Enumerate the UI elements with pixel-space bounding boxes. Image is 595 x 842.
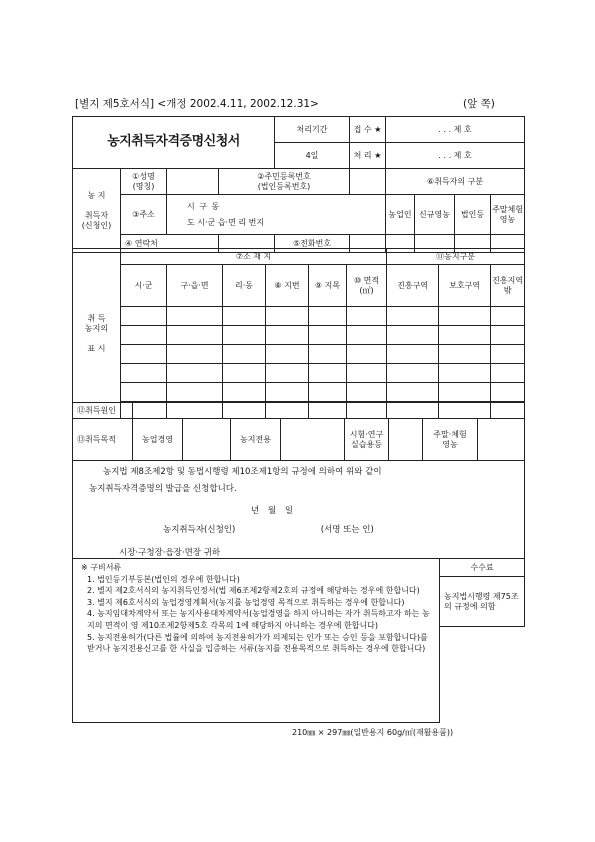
cause-label: ⑫취득원인 — [73, 403, 133, 419]
farmland-section-label: 취 득 농지의 표 시 — [73, 249, 121, 419]
col-protection-zone: 보호구역 — [439, 265, 491, 307]
farmland-section — [72, 248, 525, 419]
fee-blank — [440, 627, 525, 723]
location-header: ⑦소 재 지 — [121, 249, 387, 265]
processing-period-value: 4일 — [275, 143, 350, 169]
recipient: 시장·구청장·읍장·면장 귀하 — [119, 547, 221, 558]
applicant-section — [72, 116, 525, 253]
purpose-conversion-check[interactable] — [281, 419, 345, 461]
applicant-sign-label: 농지취득자(신청인) — [163, 524, 236, 535]
process-number-field[interactable]: . . . 제 호 — [386, 143, 525, 169]
col-sigun: 시·군 — [121, 265, 167, 307]
purpose-farming-label: 농업경영 — [133, 419, 183, 461]
table-row[interactable] — [73, 307, 525, 326]
document-item-1: 1. 법인등기부등본(법인의 경우에 한합니다) — [87, 574, 240, 584]
col-lot: ⑧ 지번 — [266, 265, 309, 307]
applicant-section-label: 농 지 취득자 (신청인) — [73, 169, 121, 253]
col-area: ⑩ 면적 (㎡) — [347, 265, 387, 307]
name-label: ①성명 (명칭) — [121, 169, 167, 195]
type-weekend-checkbox[interactable]: 주말체험영농 — [491, 195, 525, 235]
col-category: ⑨ 지목 — [309, 265, 347, 307]
id-number-label: ②주민등록번호 (법인등록번호) — [219, 169, 350, 195]
contact-label: ④ 연락처 — [121, 235, 219, 253]
receipt-label: 접 수 ★ — [350, 117, 386, 143]
form-reference: [별지 제5호서식] <개정 2002.4.11, 2002.12.31> — [75, 98, 319, 110]
document-item-3: 3. 별지 제6호서식의 농업경영계획서(농지를 농업경영 목적으로 취득하는 경우에 한합니다) — [87, 597, 405, 607]
purpose-farming-check[interactable] — [183, 419, 231, 461]
declaration-date: 년 월 일 — [251, 506, 297, 517]
type-new-farmer-checkbox[interactable]: 신규영농 — [415, 195, 455, 235]
col-promotion-zone: 진흥구역 — [387, 265, 439, 307]
page-side-label: (앞 쪽) — [463, 98, 495, 110]
document-item-4: 4. 농지임대차계약서 또는 농지사용대차계약서(농업경영을 하지 아니하는 자가 취득하고자 하는 농지의 면적이 영 제10조제2항제5호 각목의 1에 해당하지 아니하는 경우에 한합니다) — [87, 609, 430, 630]
type-farmer-checkbox[interactable]: 농업인 — [386, 195, 415, 235]
document-item-5: 5. 농지전용허가(다른 법률에 의하여 농지전용허가가 의제되는 인가 또는 승인 등을 포함합니다)를 받거나 농지전용신고를 한 사실을 입증하는 서류(농지를 전용목적으로 취득하는 경우에 한합니다) — [87, 632, 428, 654]
name-field[interactable] — [167, 169, 219, 195]
table-row[interactable] — [73, 326, 525, 345]
documents-section — [72, 558, 525, 723]
signature-label: (서명 또는 인) — [320, 524, 374, 535]
purpose-section — [72, 402, 525, 559]
purpose-weekend-label: 주말·체험 영농 — [423, 419, 478, 461]
purpose-conversion-label: 농지전용 — [231, 419, 281, 461]
table-row[interactable] — [73, 383, 525, 402]
id-number-field[interactable] — [350, 169, 386, 195]
document-item-2: 2. 별지 제2호서식의 농지취득인정서(법 제6조제2항제2호의 규정에 해당하는 경우에 한합니다) — [87, 586, 420, 596]
applicant-type-label: ⑥취득자의 구분 — [386, 169, 525, 195]
phone-label: ⑤전화번호 — [275, 235, 350, 253]
required-documents: ※ 구비서류 1. 법인등기부등본(법인의 경우에 한합니다) 2. 별지 제2호서식의 농지취득인정서(법 제6조제2항제2호의 규정에 해당하는 경우에 한합니다) 3. 별지 제6호서식의 농업경영계획서(농지를 농업경영 목적으로 취득하는 경우에 한합니다) 4. 농지임대차계약서 또는 농지사용대차계약서(농업경영을 하지 아니하는 자가 취득하고자 하는 농지의 면적이 영 제10조제2항제5호 각목의 1에 해당하지 아니하는 경우에 한합니다) 5. 농지전용허가(다른 법률에 의하여 농지전용허가가 의제되는 인가 또는 승인 등을 포함합니다)를 받거나 농지전용신고를 한 사실을 입증하는 서류(농지를 전용목적으로 취득하는 경우에 한합니다) — [73, 559, 440, 723]
type-corporation-checkbox[interactable]: 법인등 — [455, 195, 491, 235]
col-ri: 리·동 — [223, 265, 266, 307]
col-gu: 구·읍·면 — [167, 265, 223, 307]
cause-field[interactable] — [133, 403, 525, 419]
purpose-research-check[interactable] — [389, 419, 423, 461]
address-label: ③주소 — [121, 195, 167, 235]
process-label: 처 리 ★ — [350, 143, 386, 169]
address-field[interactable]: 시 구 동 도 시·군 읍·면 리 번지 — [167, 195, 386, 235]
declaration: 농지법 제8조제2항 및 동법시행령 제10조제1항의 규정에 의하여 위와 같이 농지취득자격증명의 발급을 신청합니다. 년 월 일 농지취득자(신청인) (서명 또는 인) 시장·구청장·읍장·면장 귀하 — [73, 461, 525, 559]
processing-period-label: 처리기간 — [275, 117, 350, 143]
paper-spec: 210㎜ × 297㎜(일반용지 60g/㎡(재활용품)) — [292, 728, 454, 737]
col-outside-zone: 진흥지역밖 — [491, 265, 525, 307]
zone-header: ⑪농지구분 — [387, 249, 525, 265]
purpose-research-label: 시험·연구 실습용등 — [345, 419, 389, 461]
fee-text: 농지법시행령 제75조의 규정에 의함 — [440, 577, 525, 627]
fee-heading: 수수료 — [440, 559, 525, 577]
purpose-weekend-check[interactable] — [478, 419, 525, 461]
table-row[interactable] — [73, 364, 525, 383]
form-title: 농지취득자격증명신청서 — [73, 117, 275, 169]
purpose-label: ⑬취득목적 — [73, 419, 133, 461]
table-row[interactable] — [73, 345, 525, 364]
receipt-number-field[interactable]: . . . 제 호 — [386, 117, 525, 143]
